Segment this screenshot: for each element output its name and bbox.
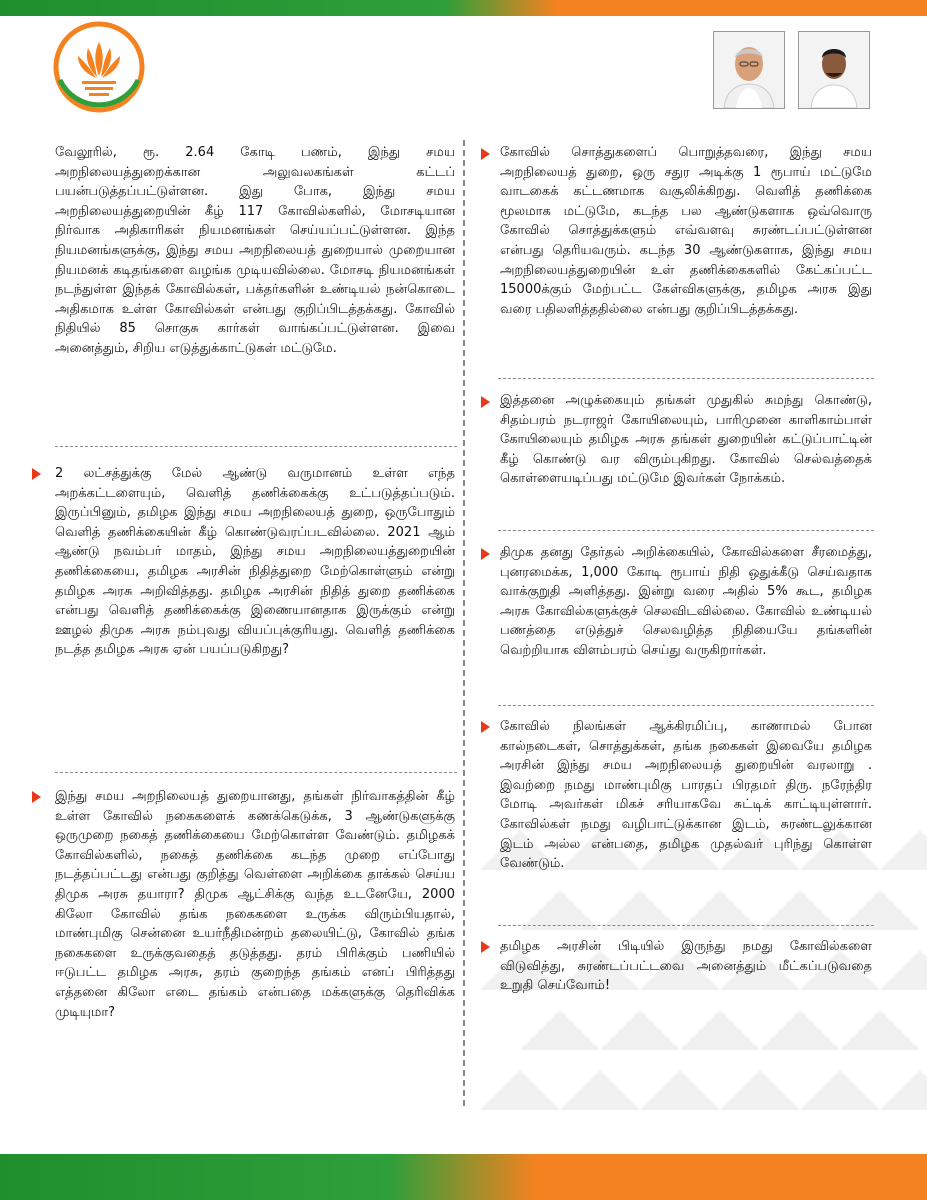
bullet-arrow-icon bbox=[481, 941, 490, 953]
bjp-lotus-logo bbox=[52, 20, 146, 114]
column-divider bbox=[463, 140, 465, 1106]
bullet-arrow-icon bbox=[481, 148, 490, 160]
portrait-leader-2 bbox=[798, 31, 870, 109]
bullet-arrow-icon bbox=[481, 721, 490, 733]
portrait-leader-1 bbox=[713, 31, 785, 109]
left-paragraph-2: 2 லட்சத்துக்கு மேல் ஆண்டு வருமானம் உள்ள எந்த அறக்கட்டளையும், வெளித் தணிக்கைக்கு உட்படுத்தப்படும். இருப்பினும், தமிழக இந்து சமய அறநிலையத் துறை, ஒருபோதும் வெளித் தணிக்கையின் கீழ் கொண்டுவரப்படவில்லை. 2021 ஆம் ஆண்டு நவம்பர் மாதம், இந்து சமய அறநிலையத்துறையின் தணிக்கையை, தமிழக அரசின் நிதித்துறை மேற்கொள்ளும் என்று தமிழக அரசு அறிவித்தது. தமிழக அரசின் நிதித் துறை தணிக்கை என்பது வெளித் தணிக்கைக்கு இணையானதாக இருக்கும் என்று ஊழல் திமுக அரசு நம்புவது வியப்புக்குரியது. வெளித் தணிக்கை நடத்த தமிழக அரசு ஏன் பயப்படுகிறது? bbox=[55, 466, 455, 658]
section-divider bbox=[498, 530, 874, 531]
left-paragraph-3: இந்து சமய அறநிலையத் துறையானது, தங்கள் நிர்வாகத்தின் கீழ் உள்ள கோவில் நகைகளைக் கணக்கெடுக்க, 3 ஆண்டுகளுக்கு ஒருமுறை நகைத் தணிக்கையை மேற்கொள்ள வேண்டும். தமிழகக் கோவில்களில், நகைத் தணிக்கை கடந்த முறை எப்போது நடத்தப்பட்டது என்பது குறித்து வெள்ளை அறிக்கை தாக்கல் செய்ய திமுக அரசு தயாரா? திமுக ஆட்சிக்கு வந்த உடனேயே, 2000 கிலோ கோவில் தங்க நகைகளை உருக்க விரும்பியதால், மாண்புமிகு சென்னை உயர்நீதிமன்றம் தலையிட்டு, கோவில் தங்க நகைகளை உருக்குவதைத் தடுத்தது. தரம் பிரிக்கும் பணியில் ஈடுபட்ட தமிழக அரசு, தரம் குறைந்த தங்கம் எனப் பிரித்தது எத்தனை கிலோ எடை தங்கம் என்பதை மக்களுக்கு தெரிவிக்க முடியுமா? bbox=[55, 789, 455, 1020]
section-divider bbox=[55, 772, 457, 773]
section-divider bbox=[498, 378, 874, 379]
section-divider bbox=[498, 705, 874, 706]
top-color-band bbox=[0, 0, 927, 16]
bullet-arrow-icon bbox=[481, 396, 490, 408]
right-paragraph-2: இத்தனை அழுக்கையும் தங்கள் முதுகில் சுமந்து கொண்டு, சிதம்பரம் நடராஜர் கோயிலையும், பாரிமுனை காளிகாம்பாள் கோயிலையும் தமிழக அரசு தங்கள் துறையின் கட்டுப்பாட்டின் கீழ் கொண்டு வர விரும்புகிறது. கோவில் செல்வத்தைக் கொள்ளையடிப்பது மட்டுமே இவர்கள் நோக்கம். bbox=[500, 393, 872, 487]
bullet-arrow-icon bbox=[32, 791, 41, 803]
section-divider bbox=[498, 925, 874, 926]
right-paragraph-4: கோவில் நிலங்கள் ஆக்கிரமிப்பு, காணாமல் போன கால்நடைகள், சொத்துக்கள், தங்க நகைகள் இவையே தமிழக அரசின் இந்து சமய அறநிலையத் துறையின் வரலாறு . இவற்றை நமது மாண்புமிகு பாரதப் பிரதமர் திரு. நரேந்திர மோடி அவர்கள் மிகச் சரியாகவே சுட்டிக் காட்டியுள்ளார். கோவில்கள் நமது வழிபாட்டுக்கான இடம், சுரண்டலுக்கான இடம் அல்ல என்பதை, தமிழக முதல்வர் புரிந்து கொள்ள வேண்டும். bbox=[500, 719, 872, 872]
bottom-color-band bbox=[0, 1148, 927, 1200]
right-paragraph-5: தமிழக அரசின் பிடியில் இருந்து நமது கோவில்களை விடுவித்து, சுரண்டப்பட்டவை அனைத்தும் மீட்கப்படுவதை உறுதி செய்வோம்! bbox=[500, 939, 872, 994]
right-paragraph-3: திமுக தனது தேர்தல் அறிக்கையில், கோவில்களை சீரமைத்து, புனரமைக்க, 1,000 கோடி ரூபாய் நிதி ஒதுக்கீடு செய்வதாக வாக்குறுதி அளித்தது. இன்று வரை அதில் 5% கூட, தமிழக அரசு கோவில்களுக்குச் செலவிடவில்லை. கோவில் உண்டியல் பணத்தை எடுத்துச் செலவழித்த நிதியையே தங்களின் வெற்றியாக விளம்பரம் செய்து வருகிறார்கள். bbox=[500, 545, 872, 658]
section-divider bbox=[55, 446, 457, 447]
right-paragraph-1: கோவில் சொத்துகளைப் பொறுத்தவரை, இந்து சமய அறநிலையத் துறை, ஒரு சதுர அடிக்கு 1 ரூபாய் மட்டுமே வாடகைக் கட்டணமாக வசூலிக்கிறது. வெளித் தணிக்கை மூலமாக மட்டுமே, கடந்த பல ஆண்டுகளாக ஒவ்வொரு கோவில் சொத்துக்களும் எவ்வளவு சுரண்டப்பட்டுள்ளன என்பது தெரியவரும். கடந்த 30 ஆண்டுகளாக, இந்து சமய அறநிலையத்துறையின் உள் தணிக்கைகளில் கேட்கப்பட்ட 15000க்கும் மேற்பட்ட கேள்விகளுக்கு, தமிழக அரசு இது வரை பதிலளித்ததில்லை என்பது குறிப்பிடத்தக்கது. bbox=[500, 145, 872, 317]
left-paragraph-1: வேலூரில், ரூ. 2.64 கோடி பணம், இந்து சமய அறநிலையத்துறைக்கான அலுவலகங்கள் கட்டப் பயன்படுத்தப்பட்டுள்ளன. இது போக, இந்து சமய அறநிலையத்துறையின் கீழ் 117 கோவில்களில், மோசடியான நிர்வாக அதிகாரிகள் நியமனங்கள் செய்யப்பட்டுள்ளன. இந்த நியமனங்களுக்கு, இந்து சமய அறநிலையத் துறையால் முறையான நியமனக் கடிதங்களை வழங்க முடியவில்லை. மோசடி நியமனங்கள் நடந்துள்ள இந்தக் கோவில்கள், பக்தர்களின் உண்டியல் நன்கொடை அதிகமாக உள்ள கோவில்கள் என்பது குறிப்பிடத்தக்கது. கோவில் நிதியில் 85 சொகுசு கார்கள் வாங்கப்பட்டுள்ளன. இவை அனைத்தும், சிறிய எடுத்துக்காட்டுகள் மட்டுமே. bbox=[55, 145, 455, 356]
bullet-arrow-icon bbox=[481, 548, 490, 560]
bullet-arrow-icon bbox=[32, 468, 41, 480]
